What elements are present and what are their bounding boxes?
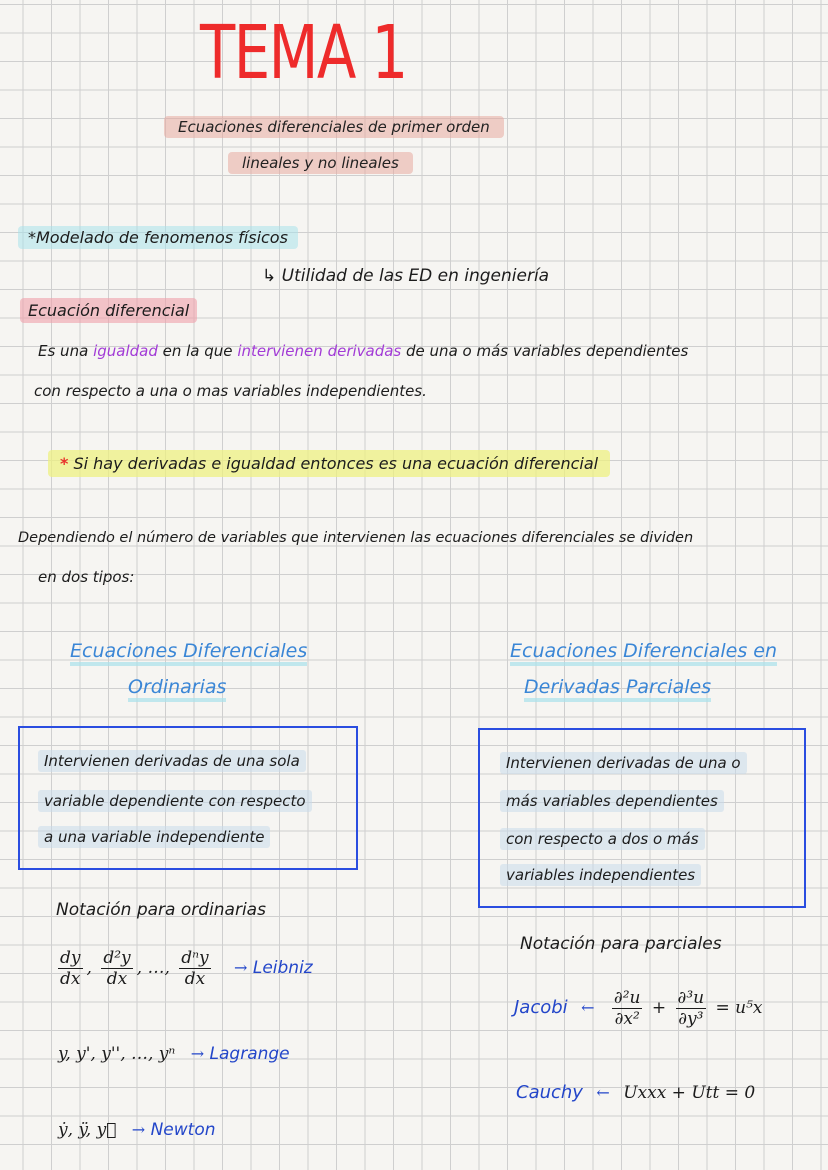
arrow-right-icon: → <box>234 958 248 977</box>
edp-box-line-1: Intervienen derivadas de una o <box>500 752 747 774</box>
fraction-d2u-dx2: $\frac{\text{∂²u}}{\text{∂x²}}$ <box>613 988 641 1029</box>
def-part-c: en la que <box>162 342 233 360</box>
fraction-d3u-dy3: $\frac{\text{∂³u}}{\text{∂y³}}$ <box>677 988 705 1029</box>
def-part-f: de una o más variables dependientes <box>406 342 689 360</box>
edo-box-line-3: a una variable independiente <box>38 826 270 848</box>
dependiendo-line-1: Dependiendo el número de variables que intervienen las ecuaciones diferenciales se dividen <box>18 530 694 546</box>
definition-line-2: con respecto a una o mas variables independientes. <box>34 382 427 400</box>
edp-heading-line-1: Ecuaciones Diferenciales en <box>510 640 777 666</box>
arrow-right-icon: → <box>190 1044 205 1063</box>
subtitle-line-2: lineales y no lineales <box>228 152 413 174</box>
jacobi-notation <box>514 988 763 1029</box>
arrow-left-icon: ← <box>581 998 595 1017</box>
edp-box-line-2: más variables dependientes <box>500 790 724 812</box>
def-word-intervienen: intervienen <box>237 342 323 360</box>
cauchy-label: Cauchy <box>516 1082 583 1103</box>
notacion-parciales-heading: Notación para parciales <box>520 934 722 954</box>
cauchy-notation <box>516 1082 755 1103</box>
arrow-left-icon: ← <box>596 1083 610 1102</box>
edo-heading-line-2: Ordinarias <box>128 676 226 702</box>
page-title: TEMA 1 <box>200 10 407 96</box>
lagrange-notation <box>58 1044 290 1064</box>
utilidad-line: ↳ Utilidad de las ED en ingeniería <box>262 266 550 286</box>
leibniz-notation: $\frac{dy}{dx}$ , $\frac{\text{d²y}}{dx}$ , …, $\frac{\text{dⁿy}}{dx}$ → Leibniz <box>60 948 313 989</box>
newton-label: Newton <box>150 1120 216 1140</box>
edp-box-line-3: con respecto a dos o más <box>500 828 705 850</box>
arrow-right-icon: → <box>131 1120 146 1139</box>
cauchy-expression: Uxxx + Utt = 0 <box>623 1083 756 1103</box>
jacobi-rhs: = u⁵x <box>715 998 763 1018</box>
edo-box-line-2: variable dependiente con respecto <box>38 790 312 812</box>
subtitle-line-1: Ecuaciones diferenciales de primer orden <box>164 116 504 138</box>
derivadas-note-text: Si hay derivadas e igualdad entonces es una ecuación diferencial <box>73 454 599 473</box>
def-part-a: Es una <box>38 342 89 360</box>
newton-notation <box>58 1120 216 1140</box>
fraction-dny-dx: $\frac{\text{dⁿy}}{dx}$ <box>181 948 209 989</box>
fraction-dy-dx: $\frac{dy}{dx}$ <box>60 948 81 989</box>
jacobi-label: Jacobi <box>514 997 568 1018</box>
star-icon: * <box>60 454 69 473</box>
definition-line-1 <box>38 342 688 360</box>
edp-heading-line-2: Derivadas Parciales <box>524 676 711 702</box>
modelado-heading: *Modelado de fenomenos físicos <box>18 226 298 249</box>
ellipsis: … <box>147 958 165 978</box>
ecuacion-heading: Ecuación diferencial <box>20 298 197 323</box>
edo-box-line-1: Intervienen derivadas de una sola <box>38 750 306 772</box>
fraction-d2y-dx: $\frac{\text{d²y}}{dx}$ <box>103 948 131 989</box>
newton-expression: ẏ, ÿ, y⃛ <box>58 1120 117 1140</box>
leibniz-label: Leibniz <box>252 958 313 978</box>
notacion-ordinarias-heading: Notación para ordinarias <box>56 900 266 920</box>
lagrange-label: Lagrange <box>209 1044 290 1064</box>
lagrange-expression: y, y', y'', …, yⁿ <box>58 1044 176 1064</box>
edo-heading-line-1: Ecuaciones Diferenciales <box>70 640 307 666</box>
plus-sign: + <box>651 998 667 1018</box>
def-word-igualdad: igualdad <box>93 342 158 360</box>
dependiendo-line-2: en dos tipos: <box>38 568 135 586</box>
def-word-derivadas: derivadas <box>327 342 402 360</box>
derivadas-note <box>48 450 610 477</box>
edp-box-line-4: variables independientes <box>500 864 701 886</box>
